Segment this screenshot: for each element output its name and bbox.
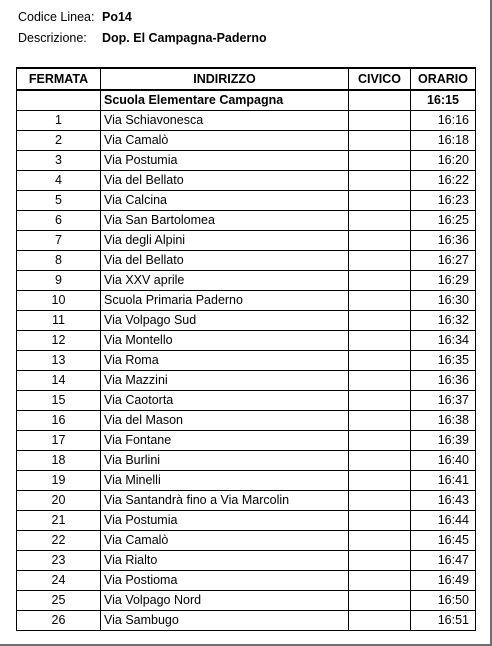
time-cell: 16:20 xyxy=(411,151,476,171)
address-cell: Via Mazzini xyxy=(101,371,349,391)
table-row xyxy=(17,311,476,331)
time-cell: 16:16 xyxy=(411,111,476,131)
civic-cell xyxy=(349,391,411,411)
time-cell: 16:32 xyxy=(411,311,476,331)
civic-cell xyxy=(349,591,411,611)
address-cell: Via Caotorta xyxy=(101,391,349,411)
table-row xyxy=(17,111,476,131)
table-row xyxy=(17,591,476,611)
civic-cell xyxy=(349,231,411,251)
time-cell: 16:36 xyxy=(411,231,476,251)
civic-cell xyxy=(349,551,411,571)
address-cell: Scuola Elementare Campagna xyxy=(101,90,349,111)
time-cell: 16:40 xyxy=(411,451,476,471)
civic-cell xyxy=(349,411,411,431)
civic-cell xyxy=(349,471,411,491)
address-cell: Via XXV aprile xyxy=(101,271,349,291)
table-row xyxy=(17,491,476,511)
civic-cell xyxy=(349,191,411,211)
table-row xyxy=(17,211,476,231)
civic-cell xyxy=(349,491,411,511)
address-cell: Via Camalò xyxy=(101,531,349,551)
table-row xyxy=(17,271,476,291)
table-row xyxy=(17,531,476,551)
civic-cell xyxy=(349,431,411,451)
stop-number-cell xyxy=(17,90,101,111)
table-row xyxy=(17,251,476,271)
time-cell: 16:43 xyxy=(411,491,476,511)
description-label: Descrizione: xyxy=(18,31,87,45)
table-row xyxy=(17,611,476,631)
time-cell: 16:15 xyxy=(411,90,476,111)
time-cell: 16:49 xyxy=(411,571,476,591)
time-cell: 16:50 xyxy=(411,591,476,611)
address-cell: Via Santandrà fino a Via Marcolin xyxy=(101,491,349,511)
address-cell: Via Rialto xyxy=(101,551,349,571)
civic-cell xyxy=(349,131,411,151)
table-row xyxy=(17,431,476,451)
time-cell: 16:34 xyxy=(411,331,476,351)
address-cell: Via del Bellato xyxy=(101,171,349,191)
stop-number-cell: 1 xyxy=(17,111,101,131)
time-cell: 16:22 xyxy=(411,171,476,191)
civic-cell xyxy=(349,611,411,631)
address-cell: Via Volpago Nord xyxy=(101,591,349,611)
schedule-table xyxy=(16,67,476,631)
time-cell: 16:29 xyxy=(411,271,476,291)
table-row xyxy=(17,371,476,391)
civic-cell xyxy=(349,271,411,291)
table-row xyxy=(17,471,476,491)
stop-number-cell: 25 xyxy=(17,591,101,611)
time-cell: 16:44 xyxy=(411,511,476,531)
address-cell: Via degli Alpini xyxy=(101,231,349,251)
stop-number-cell: 19 xyxy=(17,471,101,491)
time-cell: 16:18 xyxy=(411,131,476,151)
stop-number-cell: 21 xyxy=(17,511,101,531)
address-cell: Via Postumia xyxy=(101,511,349,531)
time-cell: 16:36 xyxy=(411,371,476,391)
stop-number-cell: 24 xyxy=(17,571,101,591)
table-row xyxy=(17,131,476,151)
column-header-time: ORARIO xyxy=(411,68,476,90)
address-cell: Via Postioma xyxy=(101,571,349,591)
time-cell: 16:37 xyxy=(411,391,476,411)
table-row xyxy=(17,90,476,111)
civic-cell xyxy=(349,351,411,371)
stop-number-cell: 26 xyxy=(17,611,101,631)
stop-number-cell: 23 xyxy=(17,551,101,571)
civic-cell xyxy=(349,211,411,231)
address-cell: Via Calcina xyxy=(101,191,349,211)
civic-cell xyxy=(349,171,411,191)
stop-number-cell: 4 xyxy=(17,171,101,191)
stop-number-cell: 9 xyxy=(17,271,101,291)
table-row xyxy=(17,231,476,251)
table-row xyxy=(17,351,476,371)
description-value: Dop. El Campagna-Paderno xyxy=(102,31,267,45)
civic-cell xyxy=(349,571,411,591)
table-row xyxy=(17,551,476,571)
time-cell: 16:27 xyxy=(411,251,476,271)
civic-cell xyxy=(349,451,411,471)
civic-cell xyxy=(349,371,411,391)
table-row xyxy=(17,151,476,171)
address-cell: Via Postumia xyxy=(101,151,349,171)
time-cell: 16:25 xyxy=(411,211,476,231)
stop-number-cell: 10 xyxy=(17,291,101,311)
address-cell: Via San Bartolomea xyxy=(101,211,349,231)
civic-cell xyxy=(349,331,411,351)
table-row xyxy=(17,411,476,431)
table-row xyxy=(17,391,476,411)
stop-number-cell: 8 xyxy=(17,251,101,271)
stop-number-cell: 11 xyxy=(17,311,101,331)
stop-number-cell: 14 xyxy=(17,371,101,391)
line-code-value: Po14 xyxy=(102,10,132,24)
civic-cell xyxy=(349,531,411,551)
stop-number-cell: 17 xyxy=(17,431,101,451)
stop-number-cell: 18 xyxy=(17,451,101,471)
table-body xyxy=(17,90,476,631)
stop-number-cell: 15 xyxy=(17,391,101,411)
address-cell: Via Minelli xyxy=(101,471,349,491)
table-header-row xyxy=(17,68,476,90)
stop-number-cell: 22 xyxy=(17,531,101,551)
line-code-label: Codice Linea: xyxy=(18,10,95,24)
address-cell: Via del Bellato xyxy=(101,251,349,271)
stop-number-cell: 5 xyxy=(17,191,101,211)
stop-number-cell: 20 xyxy=(17,491,101,511)
stop-number-cell: 7 xyxy=(17,231,101,251)
time-cell: 16:23 xyxy=(411,191,476,211)
civic-cell xyxy=(349,291,411,311)
time-cell: 16:47 xyxy=(411,551,476,571)
address-cell: Via Sambugo xyxy=(101,611,349,631)
time-cell: 16:35 xyxy=(411,351,476,371)
stop-number-cell: 2 xyxy=(17,131,101,151)
stop-number-cell: 12 xyxy=(17,331,101,351)
table-row xyxy=(17,191,476,211)
stop-number-cell: 3 xyxy=(17,151,101,171)
address-cell: Via Camalò xyxy=(101,131,349,151)
time-cell: 16:41 xyxy=(411,471,476,491)
address-cell: Scuola Primaria Paderno xyxy=(101,291,349,311)
address-cell: Via Montello xyxy=(101,331,349,351)
column-header-address: INDIRIZZO xyxy=(101,68,349,90)
column-header-civic: CIVICO xyxy=(349,68,411,90)
civic-cell xyxy=(349,511,411,531)
time-cell: 16:30 xyxy=(411,291,476,311)
column-header-stop: FERMATA xyxy=(17,68,101,90)
stop-number-cell: 6 xyxy=(17,211,101,231)
time-cell: 16:39 xyxy=(411,431,476,451)
civic-cell xyxy=(349,311,411,331)
time-cell: 16:38 xyxy=(411,411,476,431)
stop-number-cell: 16 xyxy=(17,411,101,431)
table-row xyxy=(17,171,476,191)
time-cell: 16:51 xyxy=(411,611,476,631)
civic-cell xyxy=(349,251,411,271)
civic-cell xyxy=(349,151,411,171)
civic-cell xyxy=(349,90,411,111)
address-cell: Via Roma xyxy=(101,351,349,371)
stop-number-cell: 13 xyxy=(17,351,101,371)
address-cell: Via Volpago Sud xyxy=(101,311,349,331)
table-row xyxy=(17,331,476,351)
table-row xyxy=(17,451,476,471)
address-cell: Via Fontane xyxy=(101,431,349,451)
table-row xyxy=(17,571,476,591)
time-cell: 16:45 xyxy=(411,531,476,551)
table-row xyxy=(17,291,476,311)
address-cell: Via Burlini xyxy=(101,451,349,471)
address-cell: Via del Mason xyxy=(101,411,349,431)
table-row xyxy=(17,511,476,531)
address-cell: Via Schiavonesca xyxy=(101,111,349,131)
civic-cell xyxy=(349,111,411,131)
